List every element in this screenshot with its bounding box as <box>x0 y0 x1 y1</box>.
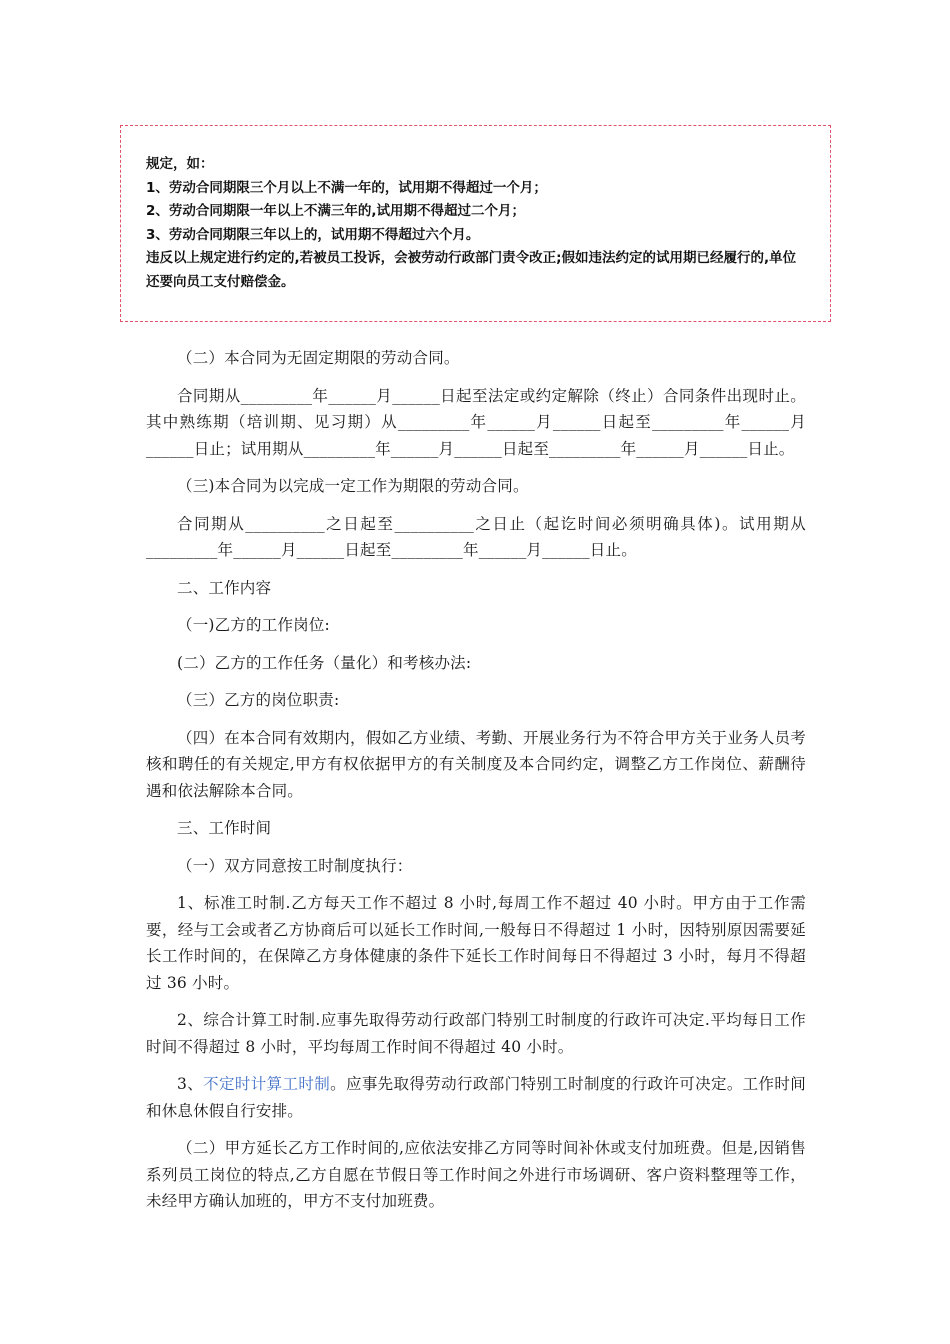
paragraph: （三）乙方的岗位职责: <box>177 691 340 709</box>
paragraph: （三)本合同为以完成一定工作为期限的劳动合同。 <box>177 477 529 495</box>
paragraph: (二）乙方的工作任务（量化）和考核办法: <box>177 653 472 672</box>
note-line: 1、劳动合同期限三个月以上不满一年的，试用期不得超过一个月； <box>146 179 547 196</box>
paragraph-rest: 。应事先取得劳动行政部门特别工时制度的行政许可决定。工作时间和休息休假自行安排。 <box>146 1075 806 1120</box>
contract-body <box>146 345 806 1226</box>
paragraph: （一)乙方的工作岗位: <box>177 616 330 634</box>
note-line: 违反以上规定进行约定的,若被员工投诉，会被劳动行政部门责令改正;假如违法约定的试用期已经履行的,单位还要向员工支付赔偿金。 <box>146 250 797 290</box>
paragraph: 合同期从__________之日起至__________之日止（起讫时间必须明确具体)。试用期从_________年______月______日起至_________年______月______日止。 <box>146 514 806 559</box>
note-line: 3、劳动合同期限三年以上的，试用期不得超过六个月。 <box>146 226 480 243</box>
paragraph: 2、综合计算工时制.应事先取得劳动行政部门特别工时制度的行政许可决定.平均每日工作时间不得超过 8 小时，平均每周工作时间不得超过 40 小时。 <box>146 1011 806 1056</box>
paragraph: （二）甲方延长乙方工作时间的,应依法安排乙方同等时间补休或支付加班费。但是,因销售系列员工岗位的特点,乙方自愿在节假日等工作时间之外进行市场调研、客户资料整理等工作，未经甲方确认加班的，甲方不支付加班费。 <box>146 1139 806 1210</box>
note-line: 规定，如： <box>146 156 214 172</box>
section-heading-work-time: 三、工作时间 <box>177 819 272 837</box>
paragraph: （二）本合同为无固定期限的劳动合同。 <box>177 349 460 367</box>
note-line: 2、劳动合同期限一年以上不满三年的,试用期不得超过二个月； <box>146 203 526 219</box>
probation-note-box <box>120 125 831 322</box>
section-heading-work-content: 二、工作内容 <box>177 578 272 597</box>
paragraph: 合同期从_________年______月______日起至法定或约定解除（终止）合同条件出现时止。其中熟练期（培训期、见习期）从_________年______月______日起至_________年______月______日止；试用期从_________年______月______日起至_________年______月______日止。 <box>146 386 806 458</box>
flexible-hours-link[interactable]: 不定时计算工时制 <box>203 1075 331 1093</box>
paragraph-prefix: 3、 <box>177 1075 204 1093</box>
paragraph: （一）双方同意按工时制度执行： <box>177 856 413 875</box>
paragraph: 1、标准工时制.乙方每天工作不超过 8 小时,每周工作不超过 40 小时。甲方由于工作需要，经与工会或者乙方协商后可以延长工作时间,一般每日不得超过 1 小时，因特别原因需要延长工作时间的，在保障乙方身体健康的条件下延长工作时间每日不得超过 3 小时，每月不得超过 36 小时。 <box>146 894 806 992</box>
paragraph <box>146 1071 806 1124</box>
paragraph: （四）在本合同有效期内，假如乙方业绩、考勤、开展业务行为不符合甲方关于业务人员考核和聘任的有关规定,甲方有权依据甲方的有关制度及本合同约定，调整乙方工作岗位、薪酬待遇和依法解除本合同。 <box>146 728 806 800</box>
